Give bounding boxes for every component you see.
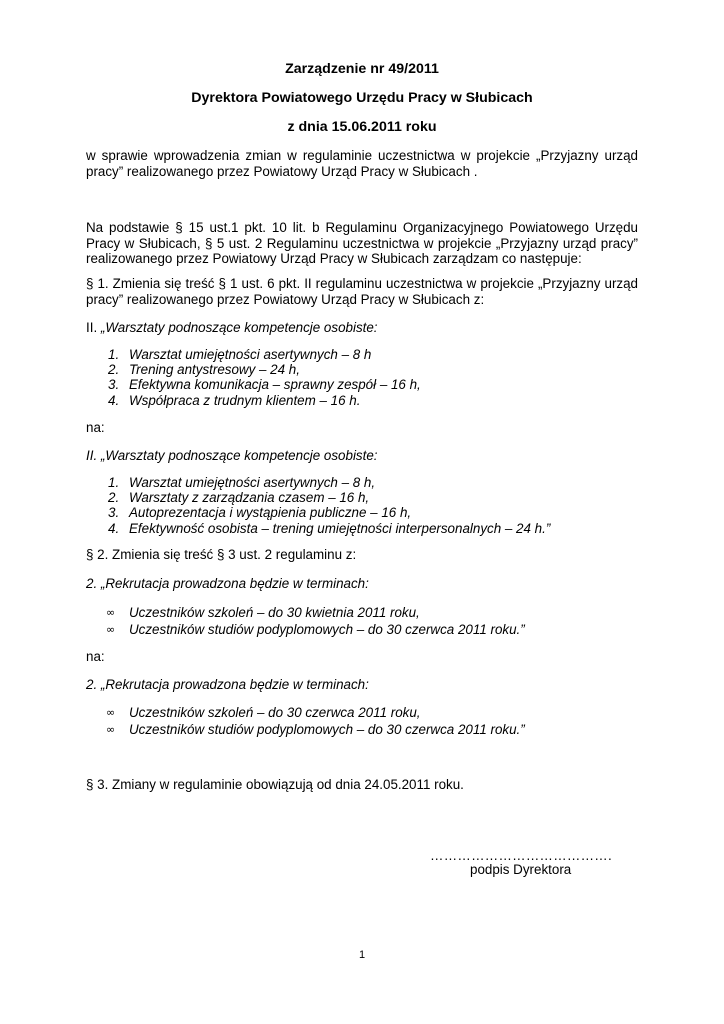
document-title: Zarządzenie nr 49/2011 (285, 61, 439, 77)
list-item-number: 3. (108, 505, 120, 521)
list-item (86, 377, 638, 392)
section-1-intro: § 1. Zmienia się treść § 1 ust. 6 pkt. II regulaminu uczestnictwa w projekcie „Przyjazny urząd pracy” realizowanego przez Powiatowy Urząd Pracy w Słubicach z: (86, 276, 638, 307)
infinity-bullet-icon: ∞ (106, 722, 116, 736)
signature-label: podpis Dyrektora (470, 862, 572, 877)
list-item-text: Autoprezentacja i wystąpienia publiczne – 16 h, (129, 505, 412, 521)
list-item-number: 2. (108, 490, 120, 506)
document-subtitle: Dyrektora Powiatowego Urzędu Pracy w Słubicach (191, 90, 533, 106)
section-1-old-heading-prefix: II. (86, 320, 101, 335)
list-item (86, 705, 638, 722)
list-item (86, 605, 638, 622)
list-item-number: 4. (108, 392, 120, 408)
list-item-number: 1. (108, 347, 120, 362)
list-item-text: Efektywność osobista – trening umiejętności interpersonalnych – 24 h.” (129, 520, 551, 536)
section-2-old-heading: 2. „Rekrutacja prowadzona będzie w terminach: (86, 576, 369, 591)
list-item-text: Uczestników studiów podyplomowych – do 30 czerwca 2011 roku.” (129, 621, 525, 637)
list-item-text: Uczestników szkoleń – do 30 kwietnia 2011 roku, (129, 605, 420, 620)
document-subject: w sprawie wprowadzenia zmian w regulaminie uczestnictwa w projekcie „Przyjazny urząd pracy” realizowanego przez Powiatowy Urząd Pracy w Słubicach . (86, 148, 638, 179)
section-3-paragraph: § 3. Zmiany w regulaminie obowiązują od dnia 24.05.2011 roku. (86, 777, 464, 792)
list-item (86, 490, 638, 505)
section-1-na-label: na: (86, 420, 105, 435)
list-item (86, 622, 638, 639)
infinity-bullet-icon: ∞ (106, 706, 116, 719)
list-item-number: 1. (108, 475, 120, 490)
list-item-text: Uczestników studiów podyplomowych – do 30 czerwca 2011 roku.” (129, 721, 525, 737)
list-item (86, 362, 638, 377)
document-date: z dnia 15.06.2011 roku (287, 119, 437, 135)
list-item-text: Warsztat umiejętności asertywnych – 8 h, (129, 475, 376, 490)
list-item (86, 347, 638, 362)
page-number: 1 (358, 949, 366, 961)
legal-basis-paragraph: Na podstawie § 15 ust.1 pkt. 10 lit. b Regulaminu Organizacyjnego Powiatowego Urzędu Pracy w Słubicach, § 5 ust. 2 Regulaminu uczestnictwa w projekcie „Przyjazny urząd pracy” realizowanego przez Powiatowy Urząd Pracy w Słubicach zarządzam co następuje: (86, 220, 638, 266)
list-item-number: 2. (108, 362, 120, 378)
signature-line: …………………………………. (430, 848, 612, 863)
section-2-old-list (86, 605, 638, 638)
infinity-bullet-icon: ∞ (106, 622, 116, 636)
list-item-text: Warsztaty z zarządzania czasem – 16 h, (129, 490, 370, 506)
section-1-new-list (86, 475, 638, 536)
section-1-old-list (86, 347, 638, 408)
section-1-old-heading-text: „Warsztaty podnoszące kompetencje osobiste: (100, 320, 378, 335)
list-item (86, 393, 638, 408)
list-item-text: Współpraca z trudnym klientem – 16 h. (129, 392, 361, 408)
list-item-text: Uczestników szkoleń – do 30 czerwca 2011 roku, (129, 705, 421, 720)
list-item (86, 475, 638, 490)
section-2-new-list (86, 705, 638, 738)
list-item (86, 722, 638, 739)
list-item-text: Efektywna komunikacja – sprawny zespół – 16 h, (129, 377, 421, 393)
list-item-text: Trening antystresowy – 24 h, (129, 362, 300, 378)
infinity-bullet-icon: ∞ (106, 606, 116, 619)
section-1-old-heading (86, 320, 638, 336)
list-item-number: 4. (108, 520, 120, 536)
section-2-na-label: na: (86, 649, 105, 664)
list-item (86, 521, 638, 536)
list-item (86, 505, 638, 520)
section-2-new-heading: 2. „Rekrutacja prowadzona będzie w terminach: (86, 677, 369, 692)
list-item-text: Warsztat umiejętności asertywnych – 8 h (129, 347, 372, 362)
list-item-number: 3. (108, 377, 120, 393)
section-2-intro: § 2. Zmienia się treść § 3 ust. 2 regulaminu z: (86, 547, 357, 562)
section-1-new-heading: II. „Warsztaty podnoszące kompetencje osobiste: (86, 448, 378, 463)
